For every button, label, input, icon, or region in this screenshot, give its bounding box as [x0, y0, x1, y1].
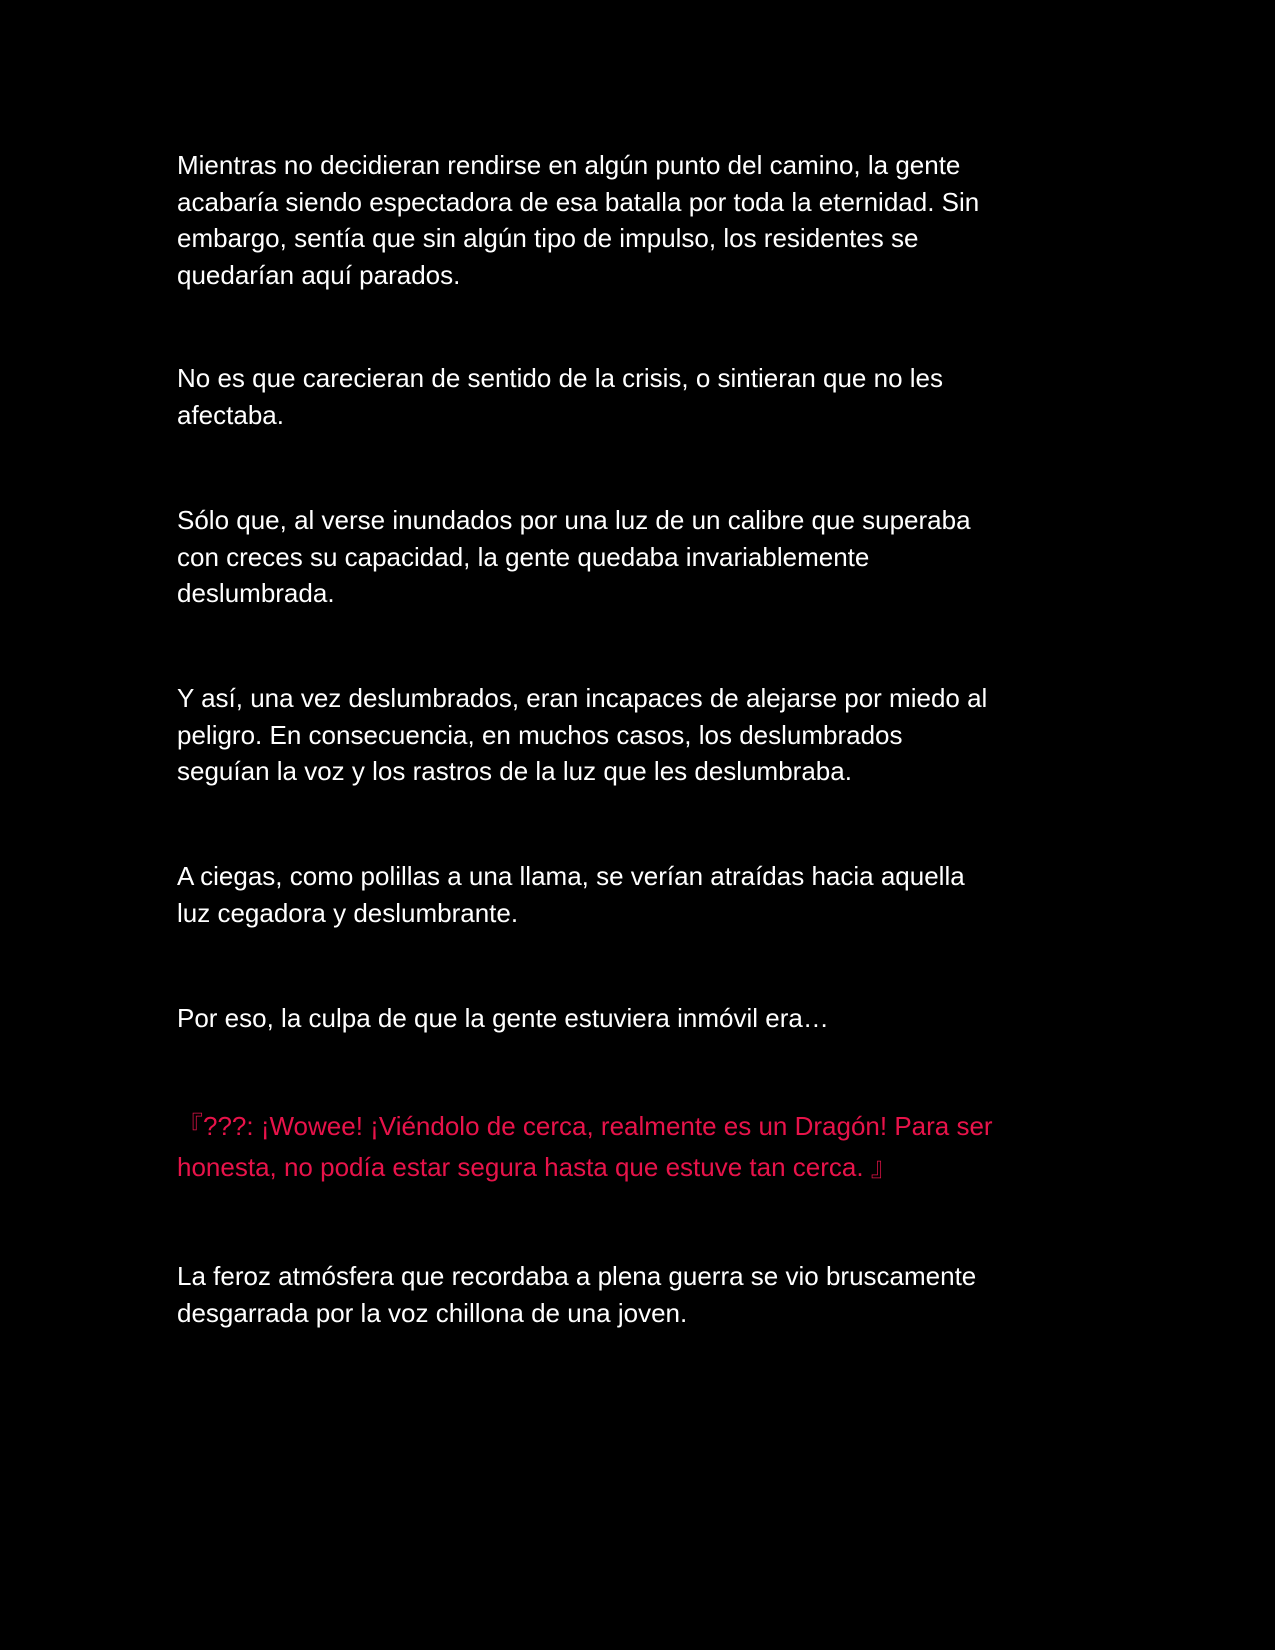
paragraph-narration: Mientras no decidieran rendirse en algún punto del camino, la gente acabaría siendo espectadora de esa batalla por toda la eternidad. Sin embargo, sentía que sin algún tipo de impulso, los residentes se quedarían aquí parados. [177, 150, 980, 290]
paragraph-narration: No es que carecieran de sentido de la crisis, o sintieran que no les afectaba. [177, 363, 943, 430]
paragraph-dialogue: 『???: ¡Wowee! ¡Viéndolo de cerca, realmente es un Dragón! Para ser honesta, no podía estar segura hasta que estuve tan cerca. 』 [177, 1111, 993, 1182]
paragraph-narration: La feroz atmósfera que recordaba a plena guerra se vio bruscamente desgarrada por la voz chillona de una joven. [177, 1261, 977, 1328]
paragraph-narration: Sólo que, al verse inundados por una luz de un calibre que superaba con creces su capacidad, la gente quedaba invariablemente deslumbrada. [177, 505, 971, 608]
paragraph-narration: Y así, una vez deslumbrados, eran incapaces de alejarse por miedo al peligro. En consecuencia, en muchos casos, los deslumbrados seguían la voz y los rastros de la luz que les deslumbraba. [177, 683, 988, 786]
paragraph-narration: Por eso, la culpa de que la gente estuviera inmóvil era… [177, 1003, 829, 1033]
paragraph-narration: A ciegas, como polillas a una llama, se verían atraídas hacia aquella luz cegadora y deslumbrante. [177, 861, 965, 928]
